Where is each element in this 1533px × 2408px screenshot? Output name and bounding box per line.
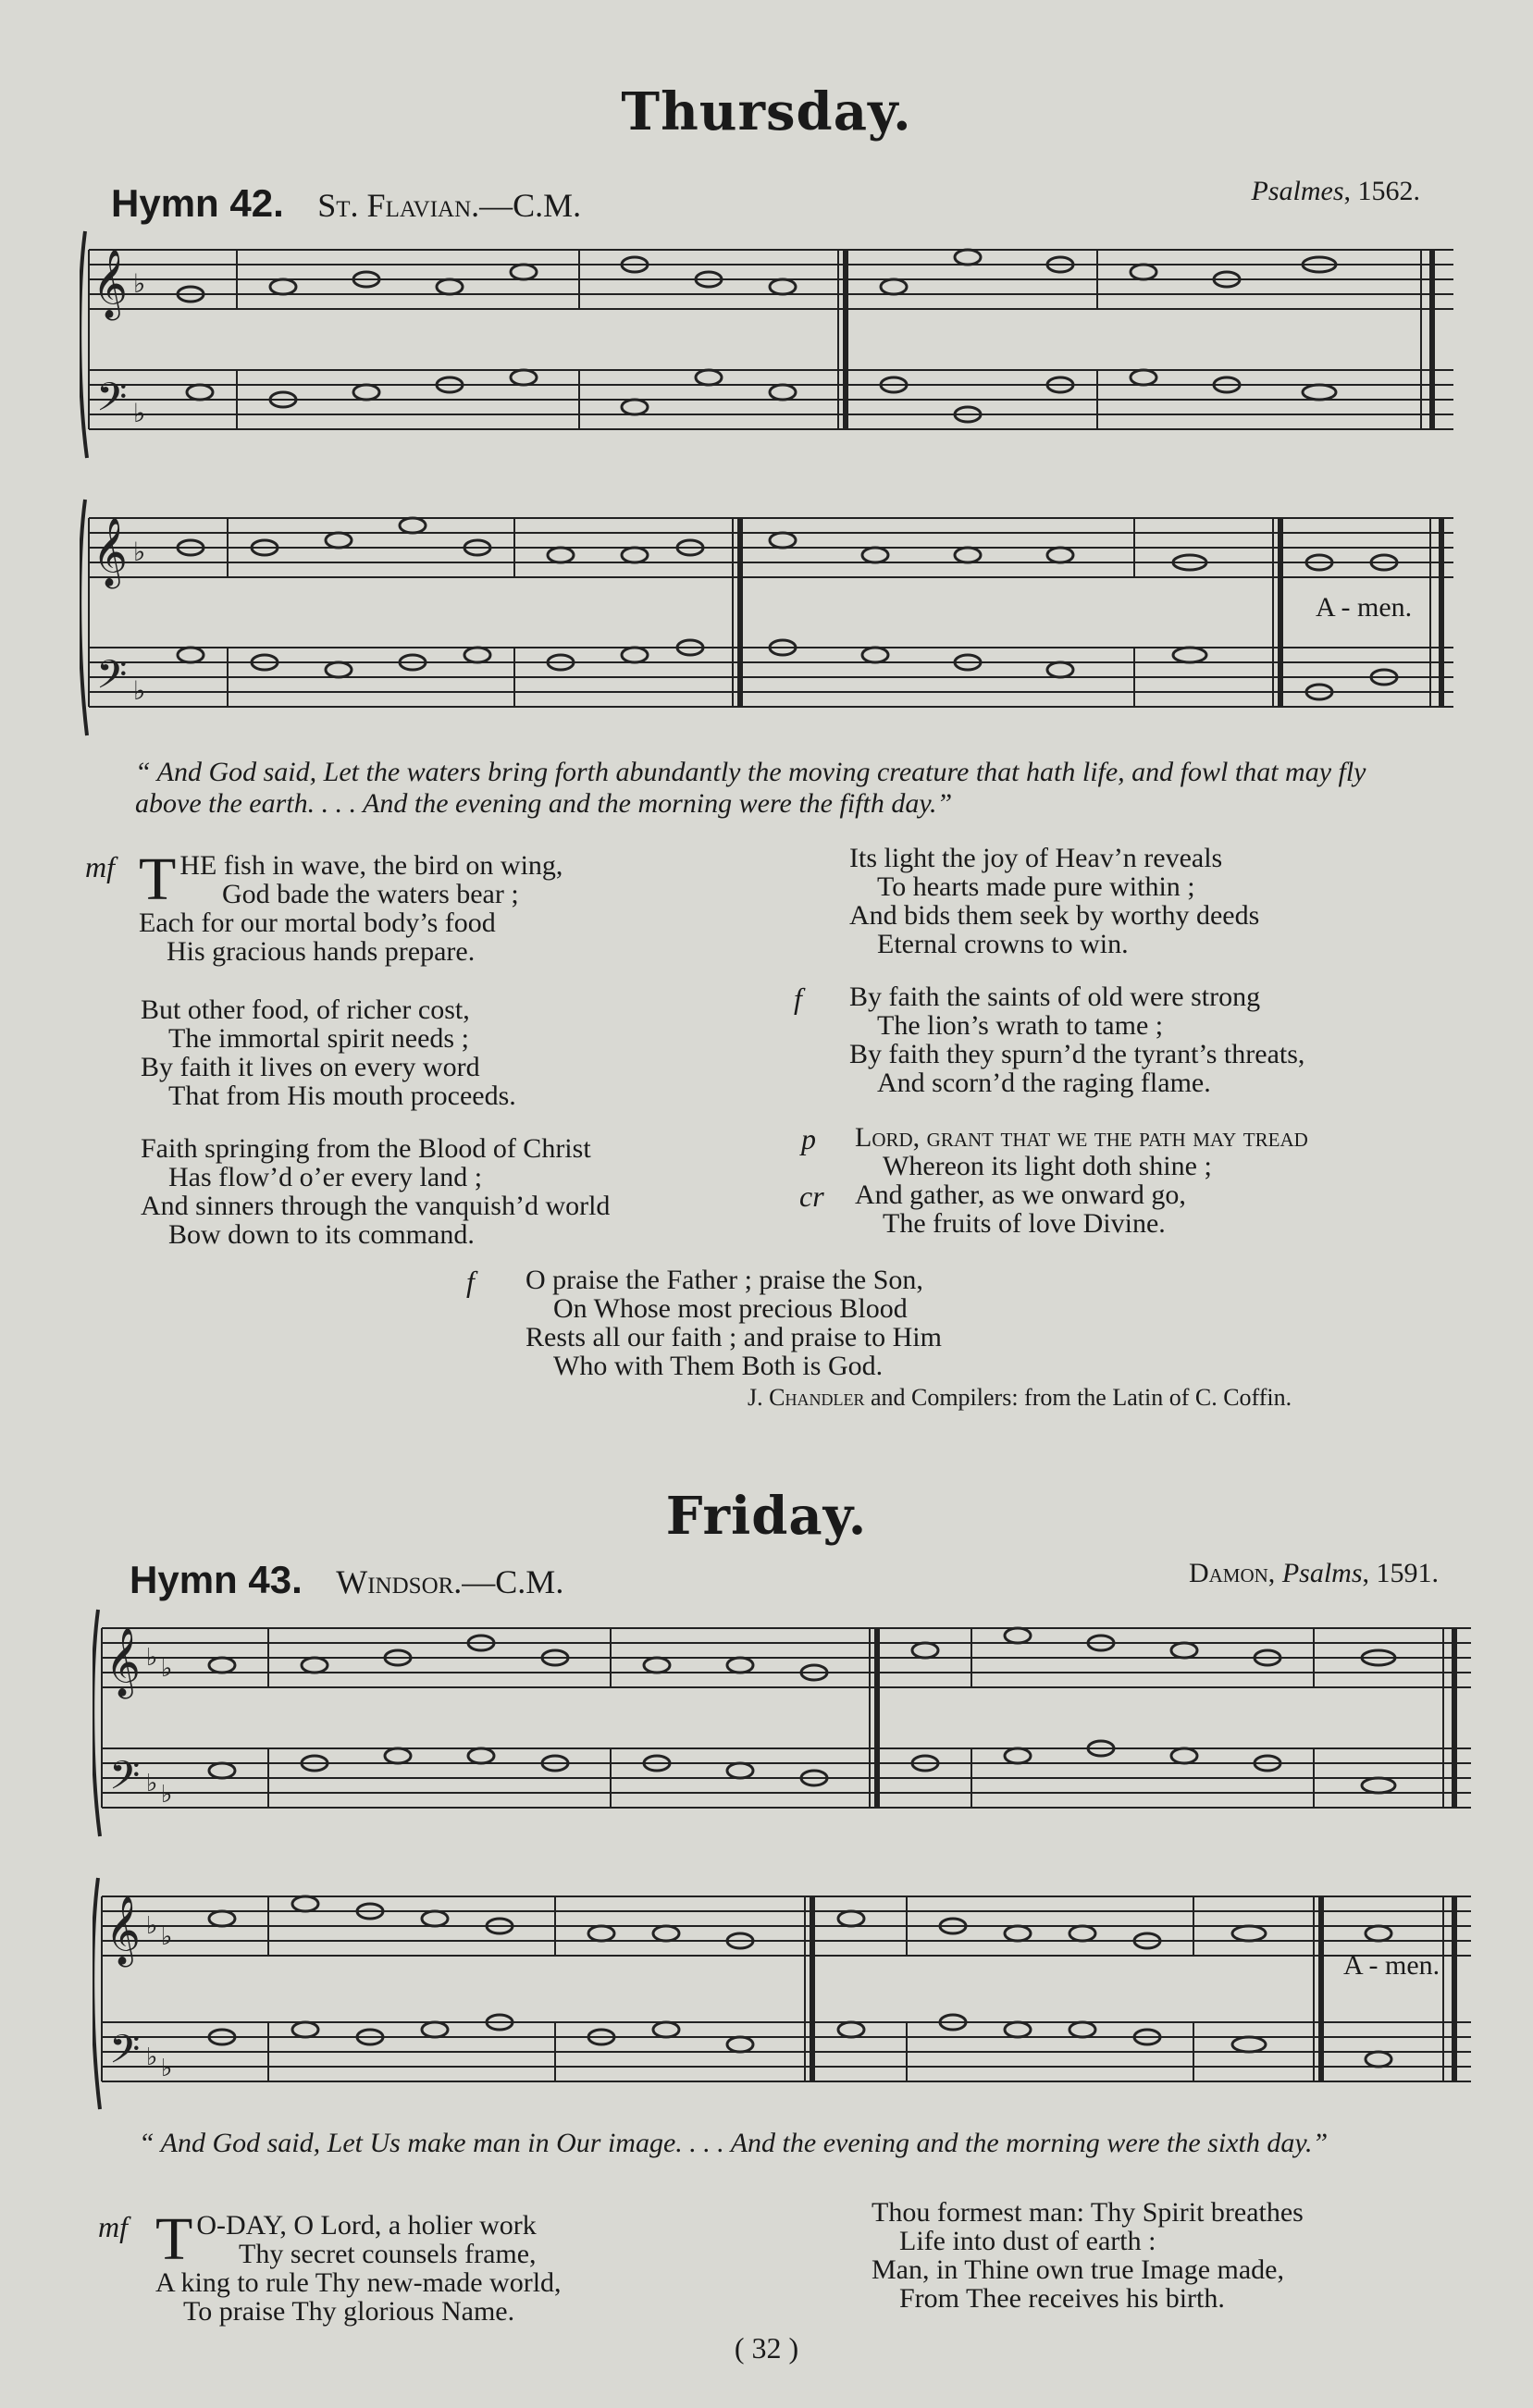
verse-line: Thy secret counsels frame,	[239, 2239, 537, 2269]
hymn-number: Hymn 42.	[111, 181, 284, 225]
verse-line: Whereon its light doth shine ;	[883, 1151, 1212, 1181]
dynamic-mark: cr	[799, 1179, 824, 1213]
hymn-42-verse-4	[849, 844, 1451, 958]
dynamic-mark: f	[794, 982, 802, 1015]
verse-line: Who with Them Both is God.	[553, 1351, 884, 1381]
svg-text:♭: ♭	[133, 538, 146, 567]
verse-line: And sinners through the vanquish’d world	[141, 1191, 611, 1221]
verse-line: Life into dust of earth :	[899, 2226, 1156, 2256]
hymn-42-verse-1	[85, 846, 740, 967]
hymn-42-verse-2	[141, 995, 742, 1110]
svg-text:𝄞: 𝄞	[105, 1897, 141, 1963]
verse-line: God bade the waters bear ;	[222, 879, 519, 909]
svg-text:♭: ♭	[133, 677, 146, 706]
verse-line: Lord, grant that we the path may tread	[855, 1122, 1308, 1153]
svg-text:♭: ♭	[133, 270, 146, 299]
svg-text:♭: ♭	[161, 1655, 173, 1682]
svg-text:𝄢: 𝄢	[96, 654, 128, 707]
hymn-42-heading	[111, 181, 581, 226]
verse-line: And bids them seek by worthy deeds	[849, 900, 1260, 931]
hymn-42-verse-7	[466, 1265, 1155, 1381]
credit-text: and Compilers: from the Latin of C. Coffin.	[864, 1384, 1292, 1411]
hymn-43-music-system-1	[93, 1600, 1480, 1850]
tune-name: Windsor.—C.M.	[336, 1563, 564, 1600]
verse-line: And scorn’d the raging flame.	[877, 1068, 1211, 1098]
verse-line: O-DAY, O Lord, a holier work	[196, 2210, 537, 2241]
verse-line: HE fish in wave, the bird on wing,	[179, 850, 563, 881]
verse-line: Bow down to its command.	[168, 1219, 475, 1250]
drop-cap: T	[155, 2205, 193, 2273]
source-year: , 1591.	[1362, 1558, 1439, 1588]
verse-line: Man, in Thine own true Image made,	[872, 2254, 1284, 2285]
credit-names: J. Chandler	[748, 1384, 865, 1411]
hymn-number: Hymn 43.	[130, 1558, 303, 1601]
hymn-42-verse-5	[794, 982, 1478, 1098]
dynamic-mark: mf	[85, 850, 115, 883]
hymn-43-source	[1189, 1558, 1439, 1589]
verse-line: By faith the saints of old were strong	[849, 982, 1261, 1012]
page-number: ( 32 )	[734, 2331, 799, 2365]
verse-line: Its light the joy of Heav’n reveals	[849, 843, 1223, 873]
hymn-42-scripture-quote: “ And God said, Let the waters bring forth abundantly the moving creature that hath life, and fowl that may fly above the earth. . . . And the evening and the morning were the fifth day.”	[135, 757, 1366, 819]
verse-line: Rests all our faith ; and praise to Him	[525, 1322, 942, 1352]
verse-line: His gracious hands prepare.	[167, 936, 476, 967]
svg-text:𝄞: 𝄞	[93, 519, 128, 585]
hymn-42-music-system-2	[80, 490, 1467, 749]
svg-text:♭: ♭	[146, 2044, 158, 2070]
verse-line: On Whose most precious Blood	[553, 1293, 908, 1324]
verse-line: Faith springing from the Blood of Christ	[141, 1133, 591, 1164]
hymn-42-credit	[748, 1384, 1292, 1412]
bass-staff	[89, 370, 1453, 429]
verse-line: A king to rule Thy new-made world,	[155, 2267, 562, 2298]
verse-line: Has flow’d o’er every land ;	[168, 1162, 483, 1192]
verse-line: The immortal spirit needs ;	[168, 1023, 469, 1054]
verse-line: That from His mouth proceeds.	[168, 1081, 516, 1111]
drop-cap: T	[139, 846, 177, 913]
verse-line: O praise the Father ; praise the Son,	[525, 1265, 923, 1295]
friday-title: Friday.	[665, 1486, 868, 1547]
treble-staff	[89, 250, 1453, 309]
verse-line: Thou formest man: Thy Spirit breathes	[872, 2197, 1304, 2228]
svg-text:♭: ♭	[146, 1912, 158, 1939]
verse-line: By faith they spurn’d the tyrant’s threats,	[849, 1039, 1305, 1069]
svg-text:𝄢: 𝄢	[109, 2029, 141, 2081]
verse-line: Each for our mortal body’s food	[139, 908, 496, 938]
svg-text:𝄞: 𝄞	[105, 1629, 141, 1695]
hymn-43-heading	[130, 1558, 563, 1602]
thursday-title: Thursday.	[621, 81, 912, 142]
verse-line: The fruits of love Divine.	[883, 1208, 1166, 1239]
dynamic-mark: p	[801, 1122, 816, 1155]
hymn-43-amen: A - men.	[1343, 1950, 1440, 1981]
hymn-43-verse-2	[872, 2198, 1473, 2313]
svg-text:♭: ♭	[161, 2055, 173, 2081]
svg-text:♭: ♭	[146, 1644, 158, 1671]
verse-line: From Thee receives his birth.	[899, 2283, 1225, 2314]
svg-text:𝄢: 𝄢	[109, 1755, 141, 1808]
verse-line: By faith it lives on every word	[141, 1052, 480, 1082]
hymn-43-verse-1	[98, 2205, 757, 2327]
verse-line: To praise Thy glorious Name.	[183, 2296, 515, 2327]
verse-line: And gather, as we onward go,	[855, 1179, 1186, 1210]
svg-text:♭: ♭	[146, 1770, 158, 1797]
source-name: Psalmes	[1251, 176, 1344, 206]
svg-text:𝄞: 𝄞	[93, 251, 128, 316]
hymn-42-source	[1252, 176, 1421, 207]
source-name: Psalms	[1281, 1558, 1363, 1588]
hymn-43-scripture-quote: “ And God said, Let Us make man in Our image. . . . And the evening and the morning were the sixth day.”	[139, 2128, 1329, 2158]
verse-line: To hearts made pure within ;	[877, 871, 1195, 902]
svg-text:𝄢: 𝄢	[96, 377, 128, 429]
tune-name: St. Flavian.—C.M.	[317, 187, 582, 224]
hymn-42-music-system-1	[80, 222, 1467, 472]
hymn-42-verse-3	[141, 1134, 770, 1249]
hymn-42-amen: A - men.	[1316, 592, 1413, 623]
dynamic-mark: f	[466, 1265, 475, 1298]
hymn-43-music-system-2	[93, 1869, 1480, 2118]
verse-line: But other food, of richer cost,	[141, 994, 470, 1025]
source-author: Damon,	[1188, 1558, 1276, 1588]
svg-text:♭: ♭	[161, 1923, 173, 1950]
dynamic-mark: mf	[98, 2210, 128, 2243]
source-year: , 1562.	[1343, 176, 1420, 206]
verse-line: The lion’s wrath to tame ;	[877, 1010, 1164, 1041]
verse-line: Eternal crowns to win.	[877, 929, 1129, 959]
svg-text:♭: ♭	[133, 400, 146, 428]
svg-text:♭: ♭	[161, 1781, 173, 1808]
hymn-42-verse-6	[799, 1122, 1484, 1239]
